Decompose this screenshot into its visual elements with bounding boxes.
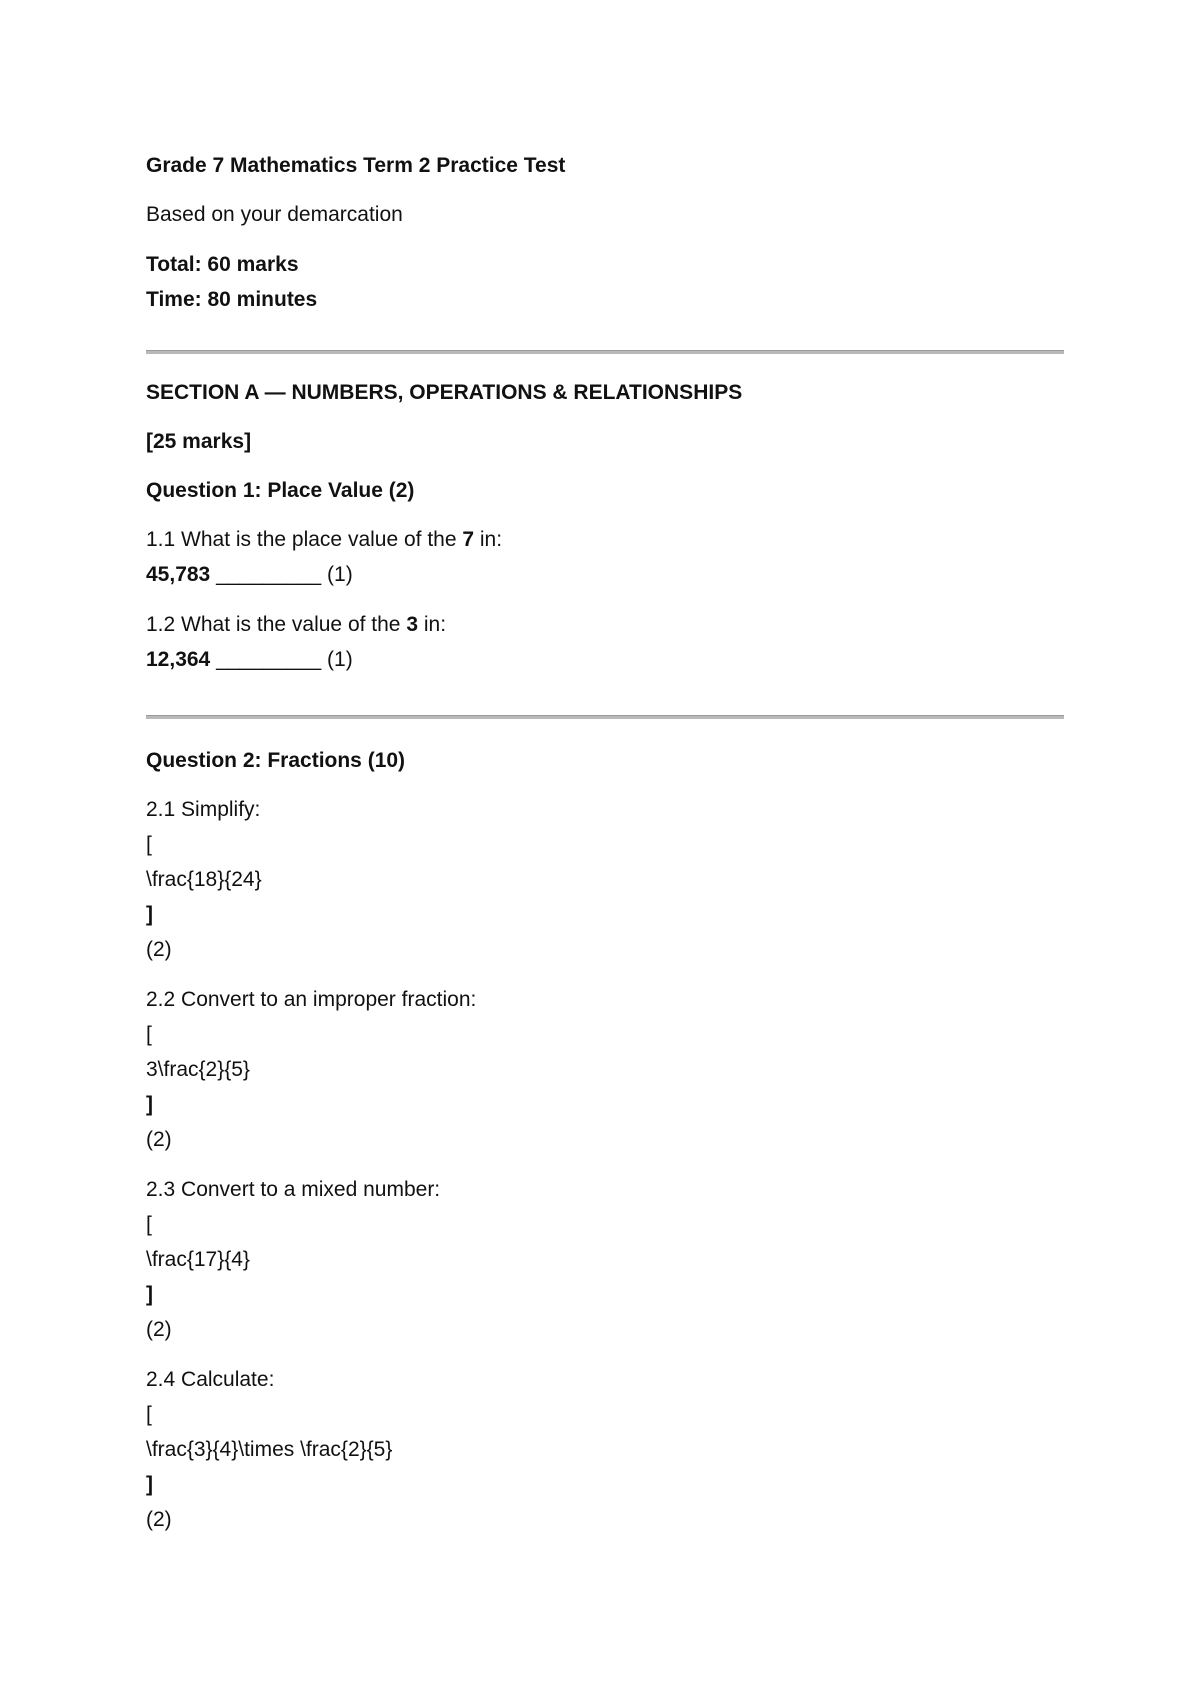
item-label: 2.1 Simplify: [146,798,261,821]
question-1-2 [146,607,1064,677]
question-1-1-prompt [146,522,1064,557]
bracket-open: [ [146,833,152,856]
digit: 7 [462,528,475,551]
question-1-heading: Question 1: Place Value (2) [146,479,415,502]
item-marks: (2) [146,938,172,961]
item-label: 2.3 Convert to a mixed number: [146,1178,441,1201]
bracket-close: ] [146,1473,153,1496]
bracket-close: ] [146,1093,153,1116]
total-marks: Total: 60 marks [146,253,299,276]
time-allowed: Time: 80 minutes [146,288,318,311]
answer-blank: _________ (1) [210,563,353,586]
number: 12,364 [146,648,211,671]
divider [146,350,1064,354]
question-2-heading: Question 2: Fractions (10) [146,749,406,772]
math-expression: \frac{18}{24} [146,868,262,891]
number: 45,783 [146,563,211,586]
item-marks: (2) [146,1128,172,1151]
bracket-open: [ [146,1023,152,1046]
question-2-1 [146,792,1064,967]
item-label: 2.2 Convert to an improper fraction: [146,988,477,1011]
question-2-3 [146,1172,1064,1347]
question-1-1-answer-line [146,557,1064,592]
question-1-2-answer-line [146,642,1064,677]
prompt-text: in: [418,613,447,636]
question-1-2-prompt [146,607,1064,642]
math-expression: \frac{17}{4} [146,1248,250,1271]
prompt-text: 1.1 What is the place value of the [146,528,463,551]
math-expression: 3\frac{2}{5} [146,1058,250,1081]
section-a-heading: SECTION A — NUMBERS, OPERATIONS & RELATIONSHIPS [146,381,743,404]
document-title: Grade 7 Mathematics Term 2 Practice Test [146,154,566,177]
document-subtitle: Based on your demarcation [146,203,403,226]
digit: 3 [406,613,419,636]
item-marks: (2) [146,1318,172,1341]
document-body [146,148,1064,1537]
prompt-text: in: [474,528,503,551]
math-expression: \frac{3}{4}\times \frac{2}{5} [146,1438,393,1461]
bracket-open: [ [146,1213,152,1236]
question-1-1 [146,522,1064,592]
question-2-2 [146,982,1064,1157]
bracket-close: ] [146,903,153,926]
answer-blank: _________ (1) [210,648,353,671]
item-marks: (2) [146,1508,172,1531]
bracket-open: [ [146,1403,152,1426]
prompt-text: 1.2 What is the value of the [146,613,407,636]
question-2-4 [146,1362,1064,1537]
section-a-marks: [25 marks] [146,430,252,453]
item-label: 2.4 Calculate: [146,1368,275,1391]
divider [146,715,1064,719]
bracket-close: ] [146,1283,153,1306]
